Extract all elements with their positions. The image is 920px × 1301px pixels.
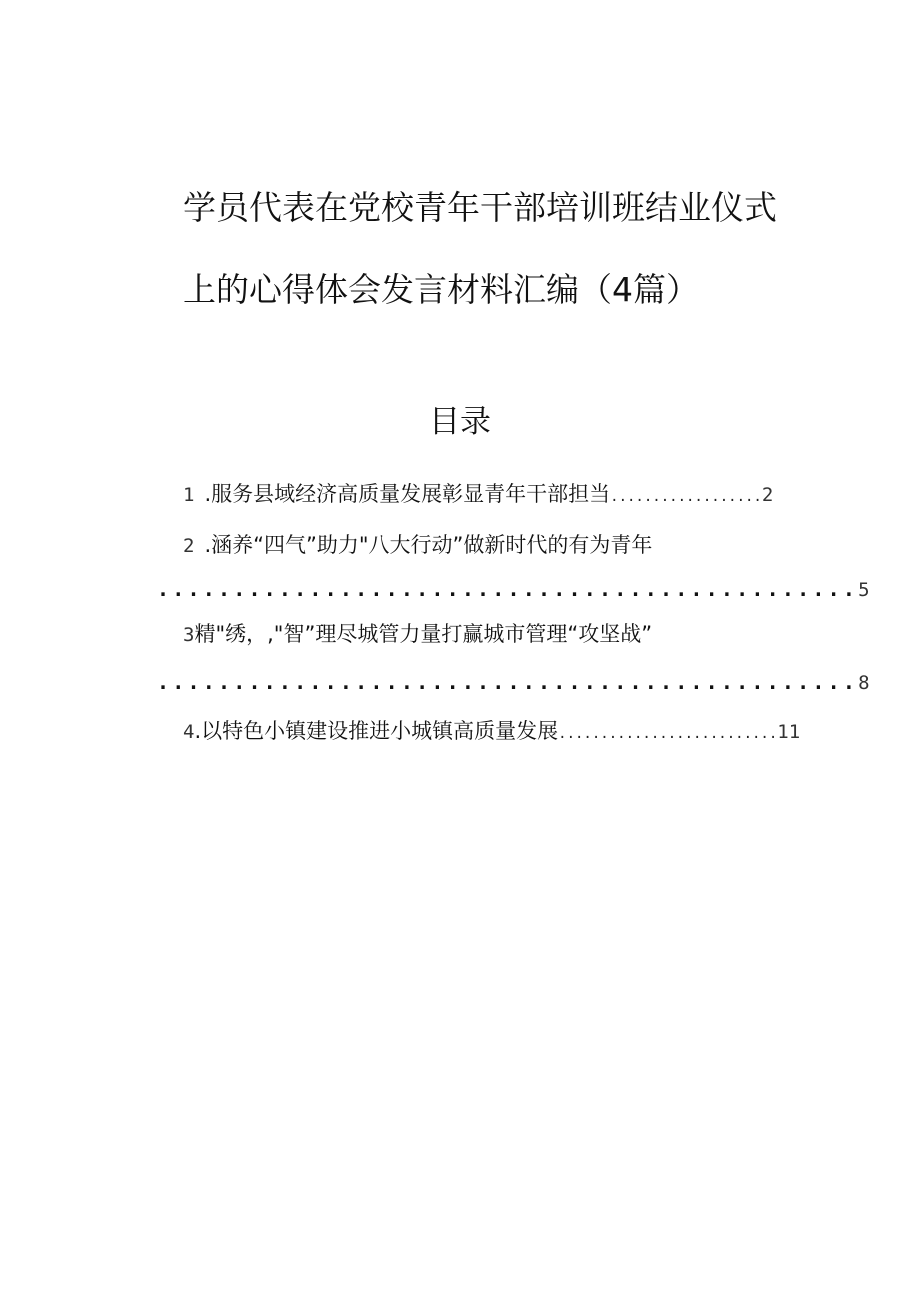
toc-item-1[interactable] — [183, 479, 773, 512]
toc-item-leader: .......................... — [558, 726, 778, 742]
document-title-line-2: 上的心得体会发言材料汇编（4篇） — [183, 270, 699, 309]
toc-item-number: 4 — [183, 721, 195, 743]
toc-item-text: .涵养“四气”助力"八大行动”做新时代的有为青年 — [204, 533, 653, 557]
toc-item-2[interactable] — [183, 530, 652, 561]
document-title-line-1: 学员代表在党校青年干部培训班结业仪式 — [183, 188, 777, 227]
toc-item-page: 2 — [761, 484, 774, 506]
toc-item-leader: .................. — [610, 489, 762, 505]
toc-item-text: 精"绣，,"智”理尽城管力量打赢城市管理“攻坚战” — [194, 622, 653, 646]
toc-item-page: 11 — [777, 721, 801, 743]
toc-item-number: 1 — [183, 484, 195, 506]
toc-item-4[interactable] — [183, 716, 800, 749]
toc-item-number: 2 — [183, 535, 195, 557]
toc-item-3-leader-line — [157, 667, 870, 698]
toc-item-leader: .............................................. — [157, 577, 859, 601]
toc-item-2-leader-line — [157, 574, 870, 605]
toc-item-page: 5 — [858, 579, 870, 601]
toc-item-text: .以特色小镇建设推进小城镇高质量发展 — [194, 719, 559, 743]
toc-item-leader: .............................................. — [157, 670, 859, 694]
toc-item-text: .服务县域经济高质量发展彰显青年干部担当 — [204, 482, 611, 506]
toc-item-page: 8 — [858, 672, 870, 694]
toc-heading: 目录 — [429, 404, 491, 440]
toc-item-number: 3 — [183, 624, 195, 646]
toc-item-3[interactable] — [183, 619, 652, 650]
